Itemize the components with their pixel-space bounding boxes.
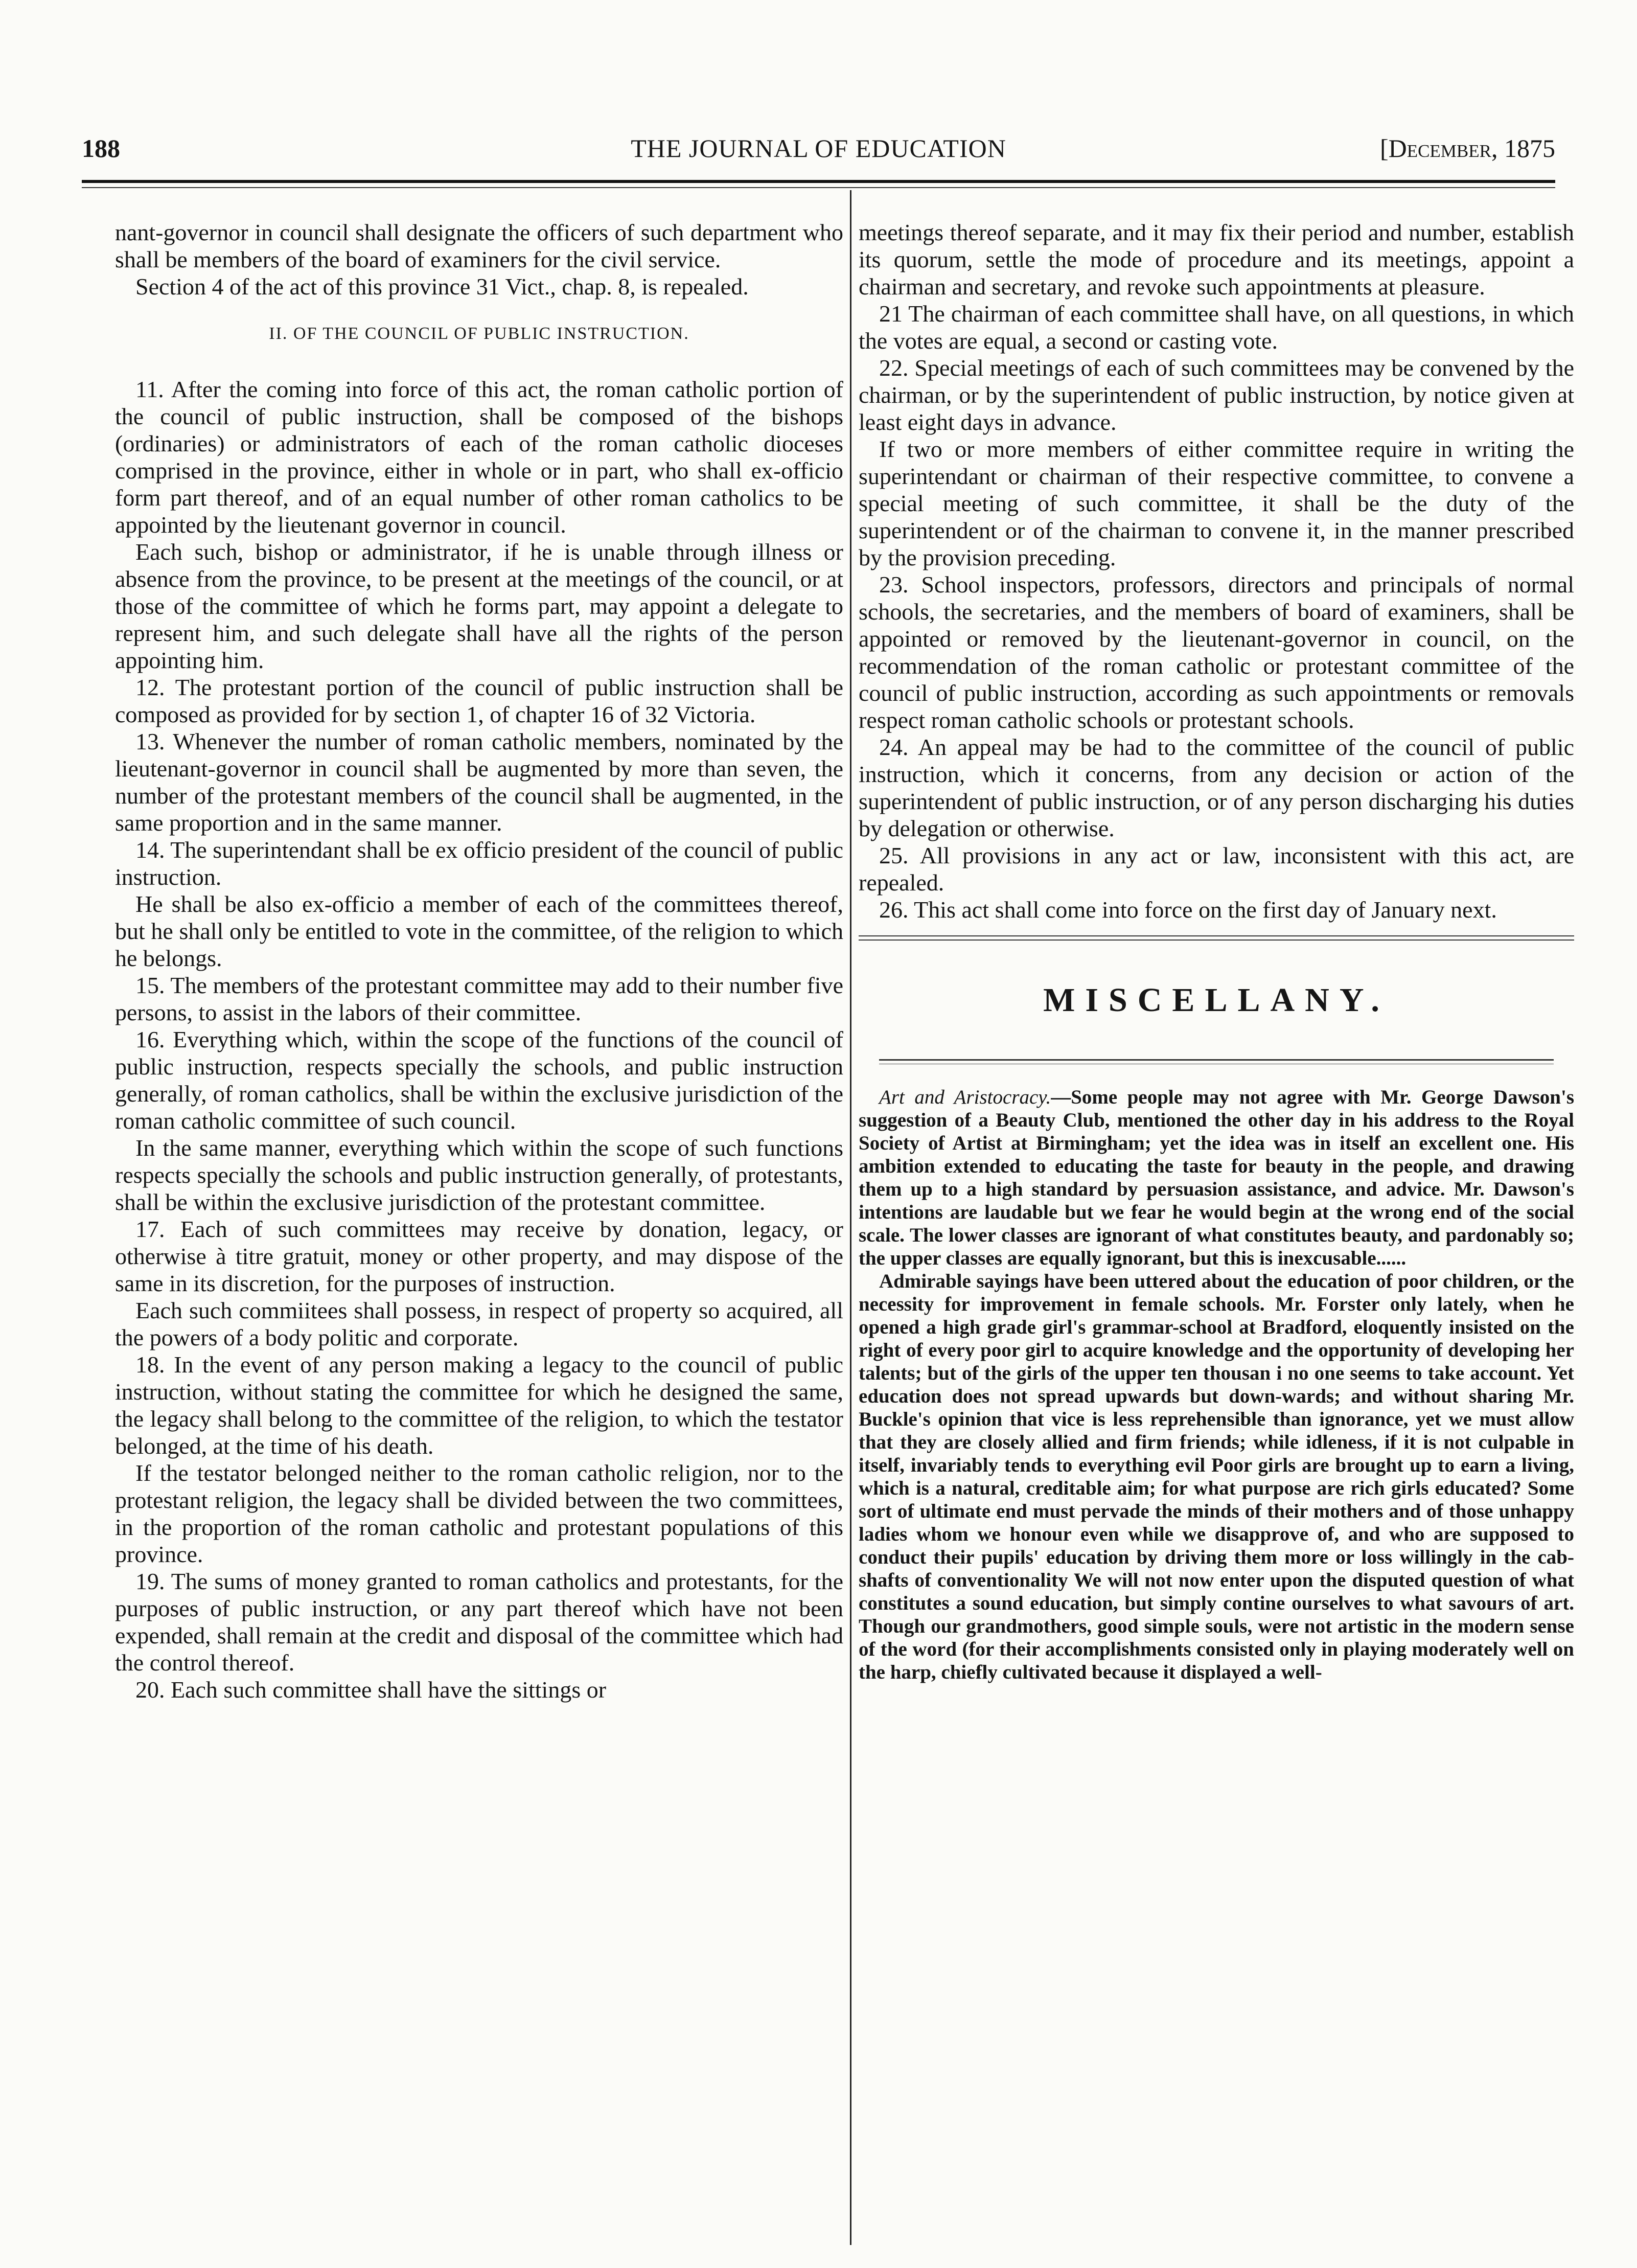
paragraph: He shall be also ex-officio a member of each of the committees thereof, but he shall only be entitled to vote in the committee, of the religion to which he belongs.	[115, 891, 843, 971]
paragraph: 21 The chairman of each committee shall have, on all questions, in which the votes are equal, a second or casting vote.	[859, 301, 1574, 354]
paragraph: 18. In the event of any person making a legacy to the council of public instruction, without stating the committee for which he designed the same, the legacy shall belong to the committee of the religion, to which the testator belonged, at the time of his death.	[115, 1351, 843, 1459]
heading-rule	[879, 1059, 1554, 1061]
journal-title: THE JOURNAL OF EDUCATION	[631, 134, 1006, 163]
miscellany-article	[859, 1086, 1574, 1684]
paragraph: 15. The members of the protestant committee may add to their number five persons, to assist in the labors of their committee.	[115, 972, 843, 1025]
paragraph: 25. All provisions in any act or law, inconsistent with this act, are repealed.	[859, 842, 1574, 896]
page-number: 188	[82, 134, 120, 163]
article-lead: Art and Aristocracy.	[879, 1086, 1051, 1108]
act-continuation	[859, 219, 1574, 923]
paragraph: 20. Each such committee shall have the sittings or	[135, 1677, 607, 1703]
paragraph: Each such, bishop or administrator, if he is unable through illness or absence from the province, to be present at the meetings of the council, or at those of the committee of which he forms part, may appoint a delegate to represent him, and such delegate shall have all the rights of the person appointing him.	[115, 539, 843, 673]
paragraph: In the same manner, everything which within the scope of such functions respects specially the schools and public instruction generally, of protestants, shall be within the exclusive jurisdiction of the protestant committee.	[115, 1135, 843, 1215]
paragraph: 19. The sums of money granted to roman catholics and protestants, for the purposes of public instruction, or any part thereof which have not been expended, shall remain at the credit and disposal of the committee which had the control thereof.	[115, 1568, 843, 1676]
article-text: —Some people may not agree with Mr. George Dawson's suggestion of a Beauty Club, mentioned the other day in his address to the Royal Society of Artist at Birmingham; yet the idea was in itself an excellent one. His ambition extended to educating the taste for beauty in the people, and drawing them up to a high standard by persuasion assistance, and advice. Mr. Dawson's intentions are laudable but we fear he would begin at the wrong end of the social scale. The lower classes are ignorant of what constitutes beauty, and pardonably so; the upper classes are equally ignorant, but this is inexcusable......	[859, 1086, 1574, 1269]
article-paragraph: Admirable sayings have been uttered about the education of poor children, or the necessity for improvement in female schools. Mr. Forster only lately, when he opened a high grade girl's grammar-school at Bradford, eloquently insisted on the right of every poor girl to acquire knowledge and the opportunity of developing her talents; but of the girls of the upper ten thousan i no one seems to take account. Yet education does not spread upwards but down-wards; and without sharing Mr. Buckle's opinion that vice is less reprehensible than ignorance, yet we must allow that they are closely allied and firm friends; while idleness, if it is not culpable in itself, invariably tends to everything evil Poor girls are brought up to earn a living, which is a natural, creditable aim; for what purpose are rich girls educated? Some sort of ultimate end must pervade the minds of their mothers and of those unhappy ladies whom we honour even while we disapprove of, and who are supposed to conduct their pupils' education by driving them more or loss willingly in the cab-shafts of conventionality We will not now enter upon the disputed question of what constitutes a sound education, but simply contine ourselves to what savours of art. Though our grandmothers, good simple souls, were not artistic in the modern sense of the word (for their accomplishments consisted only in playing moderately well on the harp, chiefly cultivated because it displayed a well-	[859, 1270, 1574, 1683]
paragraph: 17. Each of such committees may receive by donation, legacy, or otherwise à titre gratuit, money or other property, and may dispose of the same in its discretion, for the purposes of instruction.	[115, 1216, 843, 1296]
paragraph: Each such commiitees shall possess, in respect of property so acquired, all the powers of a body politic and corporate.	[115, 1297, 843, 1350]
article-paragraph	[859, 1086, 1574, 1270]
paragraph: 11. After the coming into force of this act, the roman catholic portion of the council of public instruction, shall be composed of the bishops (ordinaries) or administrators of each of the roman catholic dioceses comprised in the province, either in whole or in part, who shall ex-officio form part thereof, and of an equal number of other roman catholics to be appointed by the lieutenant governor in council.	[115, 376, 843, 538]
paragraph: If the testator belonged neither to the roman catholic religion, nor to the protestant religion, the legacy shall be divided between the two committees, in the proportion of the roman catholic and protestant populations of this province.	[115, 1460, 843, 1567]
paragraph: 16. Everything which, within the scope of the functions of the council of public instruction, respects specially the schools, and public instruction generally, of roman catholics, shall be within the exclusive jurisdiction of the roman catholic committee of such council.	[115, 1026, 843, 1134]
paragraph: Section 4 of the act of this province 31 Vict., chap. 8, is repealed.	[135, 273, 749, 300]
paragraph: 23. School inspectors, professors, directors and principals of normal schools, the secretaries, and the members of board of examiners, shall be appointed or removed by the lieutenant-governor in council, on the recommendation of the roman catholic or protestant committee of the council of public instruction, according as such appointments or removals respect roman catholic schools or protestant schools.	[859, 571, 1574, 733]
right-column	[859, 219, 1574, 1684]
header-rule	[82, 180, 1555, 183]
paragraph: 24. An appeal may be had to the committee of the council of public instruction, which it concerns, from any decision or action of the superintendent of public instruction, or of any person discharging his duties by delegation or otherwise.	[859, 734, 1574, 841]
paragraph: 13. Whenever the number of roman catholic members, nominated by the lieutenant-governor in council shall be augmented by more than seven, the number of the protestant members of the council shall be augmented, in the same proportion and in the same manner.	[115, 728, 843, 836]
paragraph: If two or more members of either committee require in writing the superintendant or chairman of their respective committee, to convene a special meeting of such committee, it shall be the duty of the superintendent or of the chairman to convene it, in the manner prescribed by the provision preceding.	[859, 436, 1574, 570]
issue-date: [December, 1875	[1379, 134, 1555, 163]
paragraph: 26. This act shall come into force on the first day of January next.	[879, 897, 1497, 923]
paragraph: 14. The superintendant shall be ex officio president of the council of public instruction.	[115, 837, 843, 890]
paragraph: 22. Special meetings of each of such committees may be convened by the chairman, or by the superintendent of public instruction, by notice given at least eight days in advance.	[859, 355, 1574, 435]
section-separator	[859, 935, 1574, 941]
paragraph: 12. The protestant portion of the council of public instruction shall be composed as provided for by section 1, of chapter 16 of 32 Victoria.	[115, 674, 843, 727]
left-column	[115, 219, 843, 1703]
paragraph: nant-governor in council shall designate the officers of such department who shall be members of the board of examiners for the civil service.	[115, 219, 843, 272]
page-header	[82, 130, 1555, 166]
miscellany-heading: MISCELLANY.	[1043, 981, 1390, 1019]
header-rule-thin	[82, 187, 1555, 188]
section-subhead: II. OF THE COUNCIL OF PUBLIC INSTRUCTION.	[269, 324, 689, 343]
paragraph: meetings thereof separate, and it may fix their period and number, establish its quorum, settle the mode of procedure and its meetings, appoint a chairman and secretary, and revoke such appointments at pleasure.	[859, 219, 1574, 300]
column-divider	[850, 190, 851, 2245]
